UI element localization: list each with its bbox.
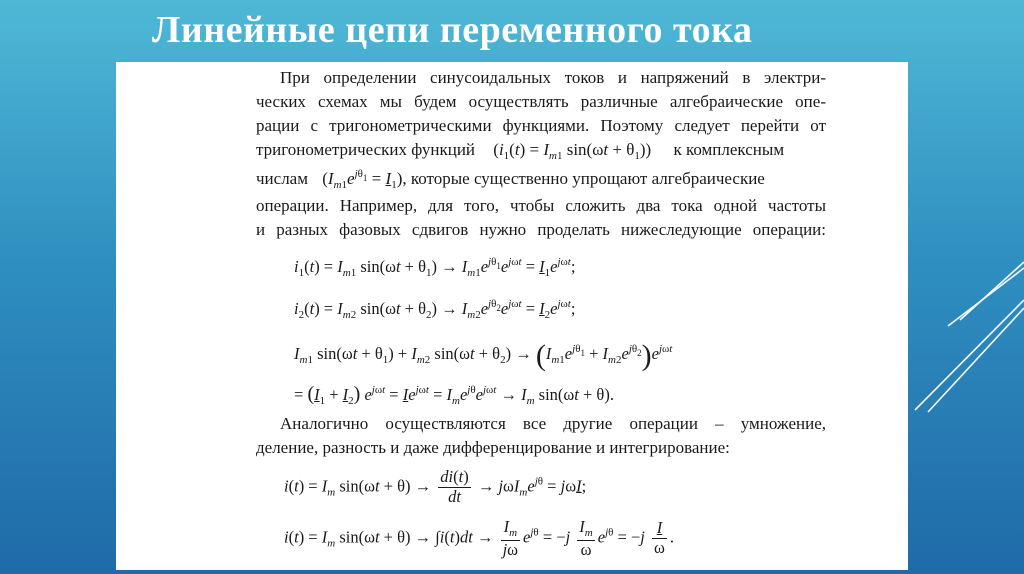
document-page	[116, 62, 908, 570]
text-line-5	[256, 168, 826, 192]
text-line-2: ческих схемах мы будем осуществлять различные алгебраические опе-	[256, 92, 826, 111]
text-line-4	[256, 140, 826, 163]
formula-4: = $(I_1 + I_2) e^{j\omega t} = Ie^{j\omega t} = I_me^{j\theta}e^{j\omega t} \to I_m$ sin(ωt + θ).	[294, 383, 614, 407]
formula-2: $i_2(t) = I_{m2}$ $\sin(\omega t + \theta_2) \to I_{m2}e^{j\theta_2}e^{j\omega t} = I_2e^{j\omega t}$;	[294, 298, 576, 321]
inline-formula-complex: $(I_{m1}e^{j\theta_1} = I_1)$	[322, 168, 403, 191]
text-line-9: деление, разность и даже дифференцирование и интегрирование:	[256, 438, 730, 457]
formula-3: $I_{m1}$ $\sin(\omega t + \theta_1) + I_{m2}$ $\sin(\omega t + \theta_2) \to (I_{m1}e^{j\theta_1} + I_{m2}e^{j\theta_2})e^{j\omega t}$	[294, 339, 673, 372]
inline-formula-sine: ($i_1(t) = I_{m1}$ $\sin(\omega t + \theta_1)$)	[493, 140, 652, 162]
text-line-7: и разных фазовых сдвигов нужно проделать нижеследующие операции:	[256, 220, 826, 239]
text-line-3: рации с тригонометрическими функциями. Поэтому следует перейти от	[256, 116, 826, 135]
formula-5: $i(t) = I_m$ sin(ωt + θ) → $\frac{di(t)}{dt}$ → $j\omega I_me^{j\theta} = j\omega I$;	[284, 467, 587, 506]
slide-title: Линейные цепи переменного тока	[152, 9, 753, 51]
formula-6: $i(t) = I_m$ sin(ωt + θ) → ∫i(t)dt → $\frac{I_m}{j\omega}$ $e^{j\theta} = -j$ $\frac{I_m}{\omega}$ $e^{j\theta} = -j$ $\frac{I}{\omega}$ .	[284, 517, 675, 559]
text-fragment: к комплексным	[673, 140, 785, 159]
text-line-6: операции. Например, для того, чтобы сложить два тока одной частоты	[256, 196, 826, 215]
text-line-8: Аналогично осуществляются все другие операции – умножение,	[280, 414, 826, 433]
text-line-1: При определении синусоидальных токов и напряжений в электри-	[280, 68, 826, 87]
text-fragment: тригонометрических функций	[256, 140, 476, 159]
text-fragment: , которые существенно упрощают алгебраические	[402, 169, 765, 188]
text-fragment: числам	[256, 169, 308, 188]
formula-1: $i_1(t) = I_{m1}$ $\sin(\omega t + \theta_1) \to I_{m1}e^{j\theta_1}e^{j\omega t} = I_1e^{j\omega t}$;	[294, 256, 576, 279]
